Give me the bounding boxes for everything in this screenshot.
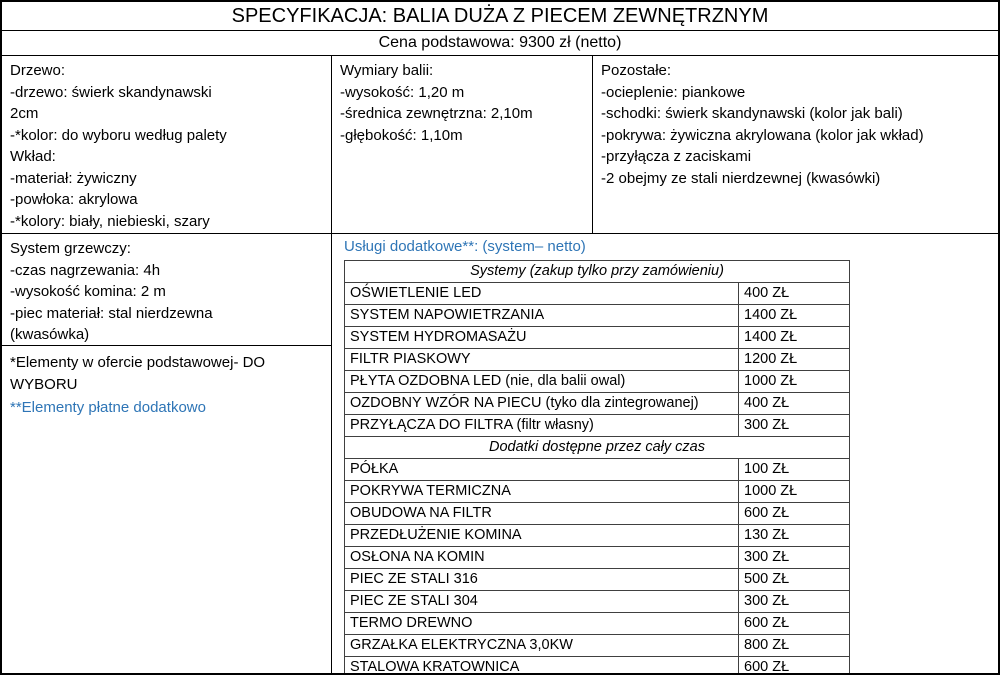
- left-column: [2, 234, 332, 673]
- service-price: 400 ZŁ: [744, 395, 790, 411]
- service-price: 600 ZŁ: [744, 615, 790, 631]
- service-name: TERMO DREWNO: [345, 613, 739, 634]
- service-row: [345, 569, 849, 591]
- spec-line: Wkład:: [10, 148, 56, 165]
- service-price: 1400 ZŁ: [744, 329, 798, 345]
- services-group-addons: [345, 459, 849, 673]
- service-name: FILTR PIASKOWY: [345, 349, 739, 370]
- footnote-paid-elements: **Elementy płatne dodatkowo: [10, 399, 206, 416]
- service-price: 600 ZŁ: [744, 505, 790, 521]
- service-price: 1000 ZŁ: [744, 483, 798, 499]
- spec-line: Drzewo:: [10, 62, 66, 79]
- spec-line: -przyłącza z zaciskami: [601, 148, 752, 165]
- service-price: 1200 ZŁ: [744, 351, 798, 367]
- service-price: 400 ZŁ: [744, 285, 790, 301]
- spec-line: (kwasówka): [10, 326, 90, 343]
- service-row: [345, 503, 849, 525]
- service-row: [345, 525, 849, 547]
- bottom-section: [2, 234, 998, 673]
- spec-line: -drzewo: świerk skandynawski: [10, 83, 212, 101]
- service-price: 500 ZŁ: [744, 571, 790, 587]
- service-name: PRZYŁĄCZA DO FILTRA (filtr własny): [345, 415, 739, 436]
- service-name: OZDOBNY WZÓR NA PIECU (tyko dla zintegrowanej): [345, 393, 739, 414]
- spec-line: -powłoka: akrylowa: [10, 191, 138, 208]
- spec-line: -piec materiał: stal nierdzewna: [10, 304, 213, 322]
- service-name: SYSTEM NAPOWIETRZANIA: [345, 305, 739, 326]
- spec-line: 2cm: [10, 105, 39, 122]
- spec-line: -ocieplenie: piankowe: [601, 83, 746, 101]
- document-title: SPECYFIKACJA: BALIA DUŻA Z PIECEM ZEWNĘTRZNYM: [2, 2, 998, 31]
- service-row: [345, 305, 849, 327]
- service-name: PIEC ZE STALI 304: [345, 591, 739, 612]
- service-row: [345, 481, 849, 503]
- service-row: [345, 459, 849, 481]
- spec-line: -*kolory: biały, niebieski, szary: [10, 212, 210, 230]
- spec-line: System grzewczy:: [10, 240, 131, 257]
- service-row: [345, 349, 849, 371]
- service-name: OSŁONA NA KOMIN: [345, 547, 739, 568]
- service-price: 300 ZŁ: [744, 549, 790, 565]
- spec-line: -pokrywa: żywiczna akrylowana (kolor jak wkład): [601, 126, 924, 144]
- service-row: [345, 657, 849, 673]
- spec-line: Pozostałe:: [601, 62, 672, 79]
- service-price: 1000 ZŁ: [744, 373, 798, 389]
- service-price: 600 ZŁ: [744, 659, 790, 673]
- service-name: PÓŁKA: [345, 459, 739, 480]
- service-name: OŚWIETLENIE LED: [345, 283, 739, 304]
- service-row: [345, 283, 849, 305]
- service-price: 300 ZŁ: [744, 417, 790, 433]
- spec-line: -materiał: żywiczny: [10, 169, 137, 187]
- services-group-header-systems: Systemy (zakup tylko przy zamówieniu): [345, 261, 849, 283]
- service-price: 1400 ZŁ: [744, 307, 798, 323]
- service-row: [345, 547, 849, 569]
- spec-line: Wymiary balii:: [340, 62, 434, 79]
- services-heading: Usługi dodatkowe**: (system– netto): [344, 238, 586, 255]
- service-row: [345, 613, 849, 635]
- spec-line: -*kolor: do wyboru według palety: [10, 126, 227, 144]
- service-row: [345, 415, 849, 437]
- service-name: PRZEDŁUŻENIE KOMINA: [345, 525, 739, 546]
- service-price: 300 ZŁ: [744, 593, 790, 609]
- services-column: [332, 234, 998, 673]
- service-name: PŁYTA OZDOBNA LED (nie, dla balii owal): [345, 371, 739, 392]
- footnotes-cell: [2, 346, 331, 673]
- spec-line: -wysokość komina: 2 m: [10, 283, 166, 300]
- section-wymiary: [332, 56, 593, 233]
- service-name: SYSTEM HYDROMASAŻU: [345, 327, 739, 348]
- service-row: [345, 393, 849, 415]
- spec-line: -czas nagrzewania: 4h: [10, 261, 161, 279]
- services-group-systems: [345, 283, 849, 437]
- service-row: [345, 327, 849, 349]
- section-system-grzewczy: [2, 234, 331, 346]
- service-name: OBUDOWA NA FILTR: [345, 503, 739, 524]
- spec-line: -2 obejmy ze stali nierdzewnej (kwasówki): [601, 169, 881, 187]
- service-price: 800 ZŁ: [744, 637, 790, 653]
- service-price: 100 ZŁ: [744, 461, 790, 477]
- services-table: [344, 260, 850, 673]
- service-name: POKRYWA TERMICZNA: [345, 481, 739, 502]
- base-price: Cena podstawowa: 9300 zł (netto): [2, 31, 998, 56]
- services-group-header-addons: Dodatki dostępne przez cały czas: [345, 437, 849, 459]
- spec-line: -wysokość: 1,20 m: [340, 83, 465, 101]
- spec-line: -głębokość: 1,10m: [340, 126, 463, 144]
- service-row: [345, 371, 849, 393]
- footnote-base-elements: *Elementy w ofercie podstawowej- DO WYBORU: [10, 354, 266, 393]
- service-name: PIEC ZE STALI 316: [345, 569, 739, 590]
- section-drzewo: [2, 56, 332, 233]
- spec-line: -schodki: świerk skandynawski (kolor jak bali): [601, 105, 903, 122]
- section-pozostale: [593, 56, 998, 233]
- service-price: 130 ZŁ: [744, 527, 790, 543]
- info-row: [2, 56, 998, 234]
- service-row: [345, 591, 849, 613]
- service-name: STALOWA KRATOWNICA: [345, 657, 739, 673]
- service-name: GRZAŁKA ELEKTRYCZNA 3,0KW: [345, 635, 739, 656]
- service-row: [345, 635, 849, 657]
- spec-line: -średnica zewnętrzna: 2,10m: [340, 105, 533, 122]
